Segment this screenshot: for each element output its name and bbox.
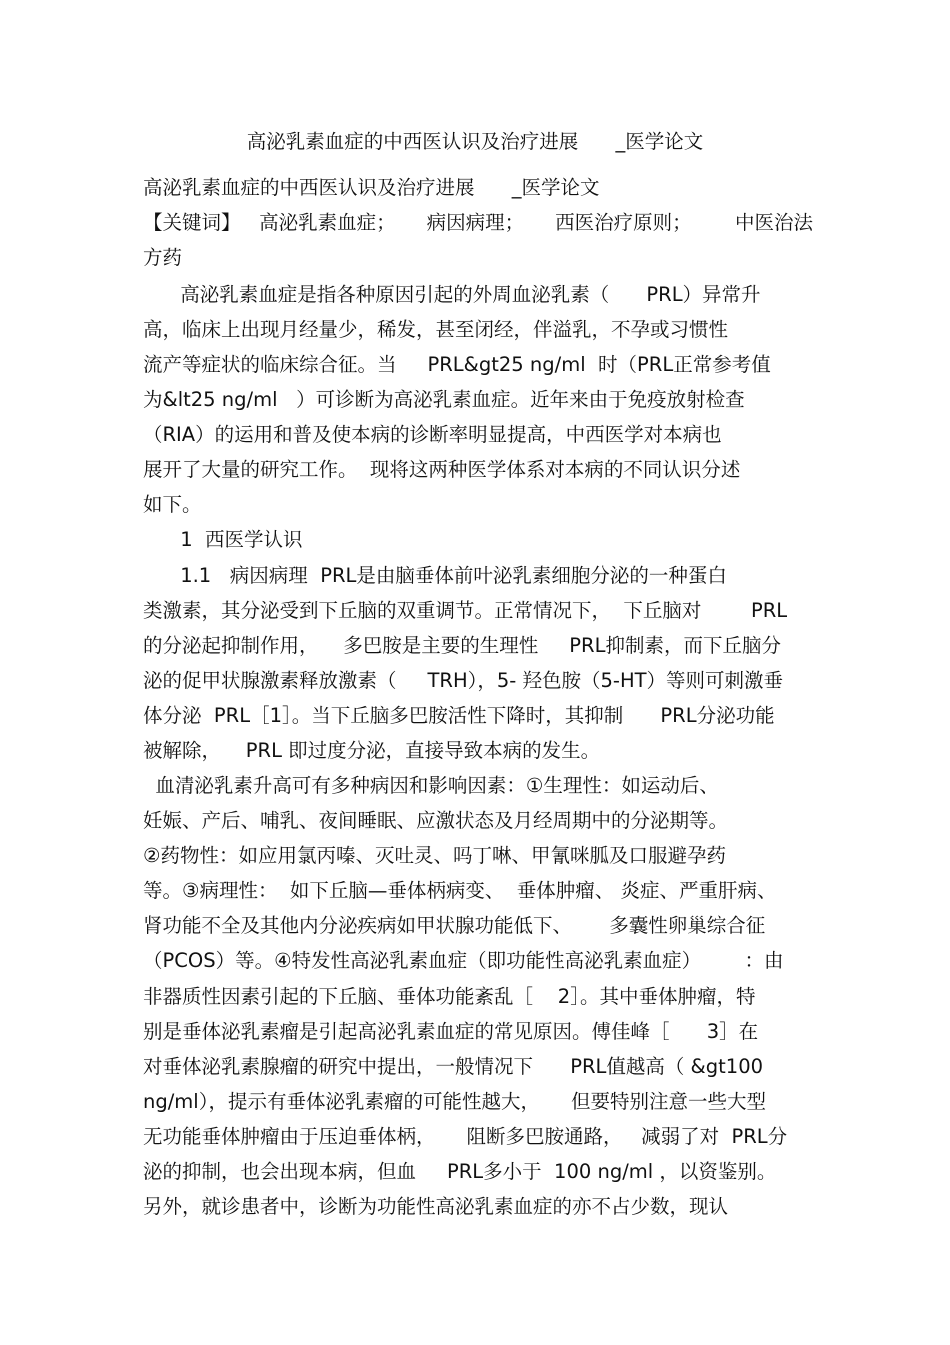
text-line: 体分泌 PRL［1］。当下丘脑多巴胺活性下降时，其抑制 PRL分泌功能 — [143, 704, 775, 727]
text-line: （RIA）的运用和普及使本病的诊断率明显提高，中西医学对本病也 — [143, 423, 722, 446]
text-line: 另外，就诊患者中，诊断为功能性高泌乳素血症的亦不占少数，现认 — [143, 1195, 729, 1218]
text-line: 无功能垂体肿瘤由于压迫垂体柄， 阻断多巴胺通路， 减弱了对 PRL分 — [143, 1125, 788, 1148]
text-line: 对垂体泌乳素腺瘤的研究中提出，一般情况下 PRL值越高（ &gt100 — [143, 1055, 764, 1078]
text-line: 非器质性因素引起的下丘脑、垂体功能紊乱［ 2］。其中垂体肿瘤，特 — [143, 985, 756, 1008]
text-line: ②药物性：如应用氯丙嗪、灭吐灵、吗丁啉、甲氰咪胍及口服避孕药 — [143, 844, 726, 867]
text-line: 血清泌乳素升高可有多种病因和影响因素：①生理性：如运动后、 — [143, 774, 719, 797]
text-line: 高，临床上出现月经量少，稀发，甚至闭经，伴溢乳，不孕或习惯性 — [143, 318, 729, 341]
text-line: 等。③病理性： 如下丘脑—垂体柄病变、 垂体肿瘤、 炎症、严重肝病、 — [143, 879, 777, 902]
text-line: 高泌乳素血症是指各种原因引起的外周血泌乳素（ PRL）异常升 — [143, 283, 761, 306]
text-line: （PCOS）等。④特发性高泌乳素血症（即功能性高泌乳素血症） ：由 — [143, 949, 784, 972]
text-line: 高泌乳素血症的中西医认识及治疗进展 _医学论文 — [143, 176, 600, 199]
text-line: 方药 — [143, 246, 183, 269]
text-line: 泌的促甲状腺激素释放激素（ TRH），5- 羟色胺（5-HT）等则可刺激垂 — [143, 669, 784, 692]
section-heading: 1 西医学认识 — [143, 528, 303, 551]
text-line: 类激素，其分泌受到下丘脑的双重调节。正常情况下， 下丘脑对 PRL — [143, 599, 788, 622]
document-title: 高泌乳素血症的中西医认识及治疗进展 _医学论文 — [246, 130, 704, 153]
text-line: 如下。 — [143, 493, 202, 516]
text-line: 别是垂体泌乳素瘤是引起高泌乳素血症的常见原因。傅佳峰［ 3］在 — [143, 1020, 759, 1043]
text-line: 为&lt25 ng/ml ）可诊断为高泌乳素血症。近年来由于免疫放射检查 — [143, 388, 745, 411]
text-line: ng/ml），提示有垂体泌乳素瘤的可能性越大， 但要特别注意一些大型 — [143, 1090, 766, 1113]
text-line: 展开了大量的研究工作。 现将这两种医学体系对本病的不同认识分述 — [143, 458, 741, 481]
text-line: 妊娠、产后、哺乳、夜间睡眠、应激状态及月经周期中的分泌期等。 — [143, 809, 729, 832]
text-line: 1.1 病因病理 PRL是由脑垂体前叶泌乳素细胞分泌的一种蛋白 — [143, 564, 727, 587]
text-line: 流产等症状的临床综合征。当 PRL&gt25 ng/ml 时（PRL正常参考值 — [143, 353, 771, 376]
text-line: 【关键词】 高泌乳素血症； 病因病理； 西医治疗原则； 中医治法 — [143, 211, 813, 234]
text-line: 被解除， PRL 即过度分泌，直接导致本病的发生。 — [143, 739, 601, 762]
text-line: 肾功能不全及其他内分泌疾病如甲状腺功能低下、 多囊性卵巢综合征 — [143, 914, 766, 937]
text-line: 的分泌起抑制作用， 多巴胺是主要的生理性 PRL抑制素，而下丘脑分 — [143, 634, 781, 657]
text-line: 泌的抑制，也会出现本病，但血 PRL多小于 100 ng/ml ，以资鉴别。 — [143, 1160, 777, 1183]
